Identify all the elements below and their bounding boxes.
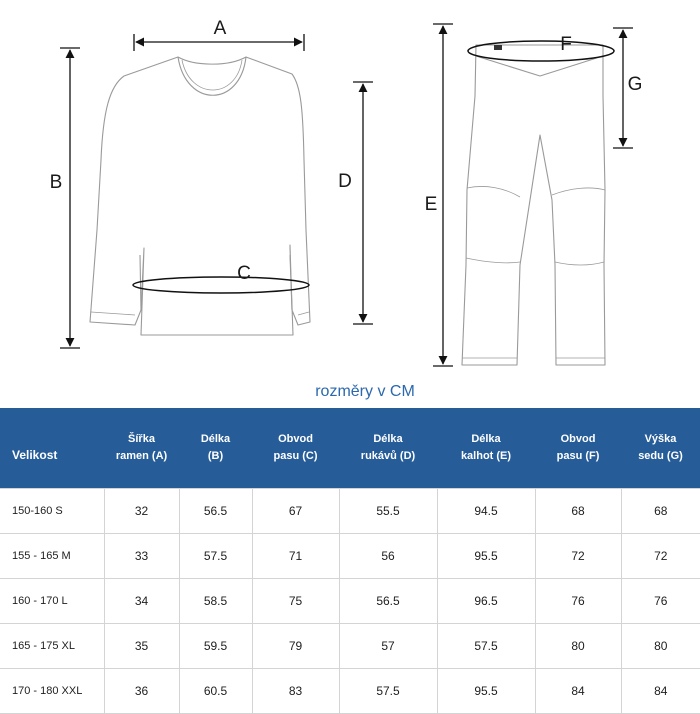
table-header-row — [0, 408, 700, 489]
measurement-cell: 33 — [104, 534, 179, 579]
size-cell: 160 - 170 L — [0, 579, 104, 624]
table-row — [0, 624, 700, 669]
label-e: E — [424, 194, 438, 215]
column-header-line2: ramen (A) — [115, 450, 168, 462]
label-g: G — [627, 74, 643, 95]
measurement-cell: 56.5 — [179, 489, 252, 534]
column-header-line2: pasu (C) — [273, 450, 318, 462]
label-d: D — [338, 171, 352, 192]
measurement-cell: 36 — [104, 669, 179, 714]
column-header-line2: pasu (F) — [556, 450, 600, 462]
measure-f — [468, 41, 614, 61]
measurement-cell: 83 — [252, 669, 339, 714]
measurement-cell: 94.5 — [437, 489, 535, 534]
measure-d — [353, 82, 373, 324]
pants-outline — [462, 45, 605, 365]
table-row — [0, 669, 700, 714]
column-header — [535, 408, 621, 489]
measurement-cell: 80 — [621, 624, 700, 669]
measurement-cell: 71 — [252, 534, 339, 579]
measurement-cell: 32 — [104, 489, 179, 534]
column-header — [0, 408, 104, 489]
column-header — [621, 408, 700, 489]
table-row — [0, 489, 700, 534]
measurement-cell: 67 — [252, 489, 339, 534]
measurement-cell: 76 — [535, 579, 621, 624]
column-header-line1: Délka — [471, 433, 501, 445]
label-b: B — [49, 172, 63, 193]
size-cell: 150-160 S — [0, 489, 104, 534]
measurement-cell: 57.5 — [437, 624, 535, 669]
column-header — [252, 408, 339, 489]
column-header-line2: sedu (G) — [638, 450, 683, 462]
column-header — [104, 408, 179, 489]
measurement-cell: 68 — [621, 489, 700, 534]
table-row — [0, 534, 700, 579]
measurement-cell: 95.5 — [437, 534, 535, 579]
column-header — [179, 408, 252, 489]
measurement-cell: 58.5 — [179, 579, 252, 624]
measurement-cell: 72 — [535, 534, 621, 579]
size-table — [0, 408, 700, 714]
column-header-line2: rukávů (D) — [360, 450, 416, 462]
measurement-cell: 95.5 — [437, 669, 535, 714]
column-header-line1: Délka — [200, 433, 231, 445]
measurement-cell: 76 — [621, 579, 700, 624]
column-header — [339, 408, 437, 489]
measurement-cell: 84 — [621, 669, 700, 714]
measurement-cell: 96.5 — [437, 579, 535, 624]
measurement-cell: 60.5 — [179, 669, 252, 714]
size-cell: 165 - 175 XL — [0, 624, 104, 669]
label-f: F — [560, 34, 572, 55]
table-row — [0, 579, 700, 624]
column-header-line2: kalhot (E) — [460, 450, 512, 462]
measurement-cell: 56 — [339, 534, 437, 579]
column-header-line1: Obvod — [560, 433, 596, 445]
measurement-cell: 72 — [621, 534, 700, 579]
label-c: C — [237, 263, 251, 284]
size-cell: 170 - 180 XXL — [0, 669, 104, 714]
measurement-cell: 56.5 — [339, 579, 437, 624]
measurement-cell: 84 — [535, 669, 621, 714]
label-a: A — [213, 18, 227, 39]
column-header-line1: Velikost — [12, 447, 58, 462]
column-header-line1: Obvod — [278, 433, 313, 445]
measurement-cell: 57 — [339, 624, 437, 669]
measurement-cell: 57.5 — [339, 669, 437, 714]
measurement-cell: 34 — [104, 579, 179, 624]
measurement-cell: 57.5 — [179, 534, 252, 579]
column-header — [437, 408, 535, 489]
measure-c — [133, 277, 309, 293]
measurement-cell: 80 — [535, 624, 621, 669]
measure-b — [60, 48, 80, 348]
measurement-cell: 59.5 — [179, 624, 252, 669]
measurement-cell: 35 — [104, 624, 179, 669]
measurement-cell: 68 — [535, 489, 621, 534]
measurement-cell: 75 — [252, 579, 339, 624]
measurement-cell: 79 — [252, 624, 339, 669]
column-header-line1: Délka — [373, 433, 403, 445]
measurement-cell: 55.5 — [339, 489, 437, 534]
column-header-line2: (B) — [207, 450, 224, 462]
size-cell: 155 - 165 M — [0, 534, 104, 579]
column-header-line1: Šířka — [128, 433, 155, 445]
units-caption: rozměry v CM — [315, 383, 415, 400]
column-header-line1: Výška — [644, 433, 677, 445]
